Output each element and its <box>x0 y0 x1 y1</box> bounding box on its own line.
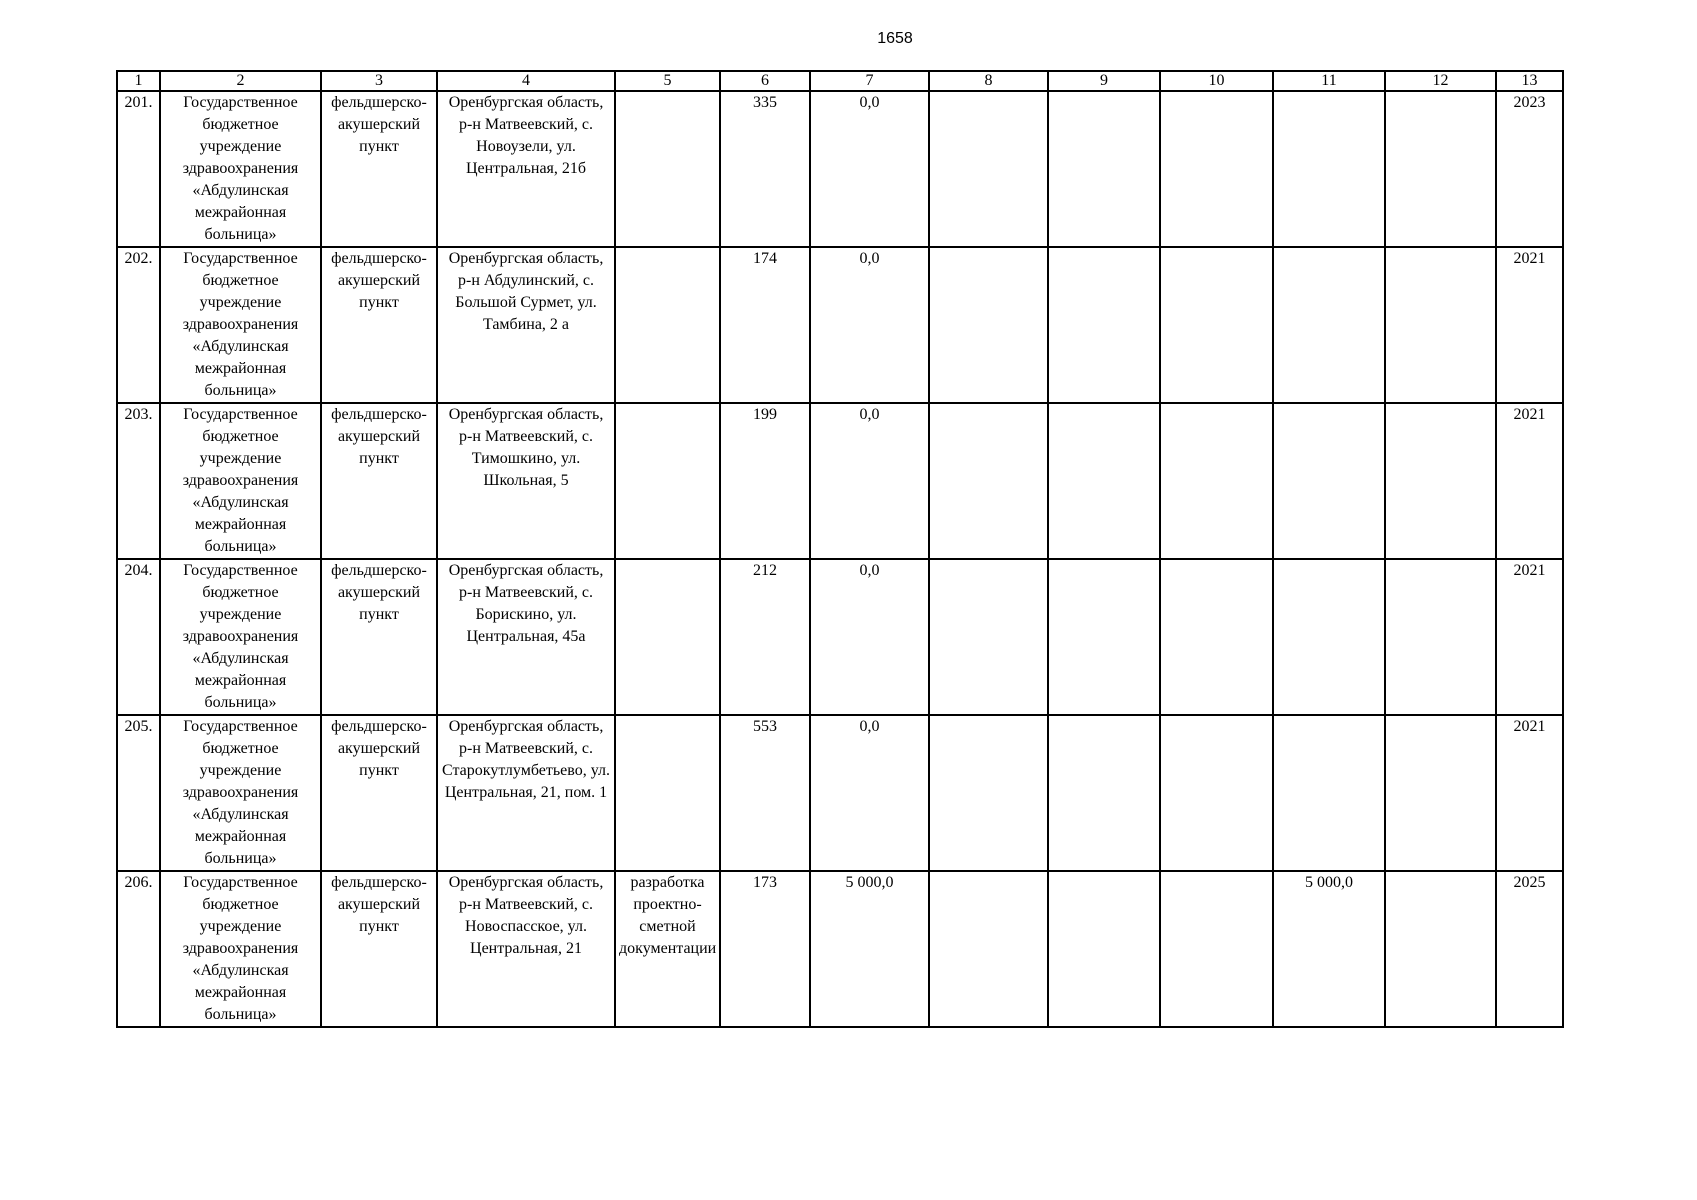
address-cell: Оренбургская область, р-н Матвеевский, с. Тимошкино, ул. Школьная, 5 <box>437 403 615 559</box>
institution-cell: Государственное бюджетное учреждение здравоохранения «Абдулинская межрайонная больница» <box>160 715 321 871</box>
value-cell-9 <box>1048 403 1160 559</box>
value-cell-7: 0,0 <box>810 247 929 403</box>
value-cell-12 <box>1385 247 1496 403</box>
column-header: 7 <box>810 71 929 91</box>
value-cell-9 <box>1048 247 1160 403</box>
value-cell-11 <box>1273 91 1385 247</box>
value-cell-9 <box>1048 559 1160 715</box>
column-header: 10 <box>1160 71 1273 91</box>
value-cell-7: 0,0 <box>810 403 929 559</box>
value-cell-12 <box>1385 871 1496 1027</box>
year-cell: 2021 <box>1496 403 1563 559</box>
column-header: 5 <box>615 71 720 91</box>
value-cell-8 <box>929 403 1048 559</box>
facility-type-cell: фельдшерско-акушерский пункт <box>321 91 437 247</box>
column-header: 8 <box>929 71 1048 91</box>
value-cell-7: 0,0 <box>810 559 929 715</box>
value-cell-8 <box>929 247 1048 403</box>
facility-type-cell: фельдшерско-акушерский пункт <box>321 559 437 715</box>
value-cell-6: 173 <box>720 871 810 1027</box>
facility-type-cell: фельдшерско-акушерский пункт <box>321 247 437 403</box>
table-row <box>117 247 1563 403</box>
work-type-cell <box>615 247 720 403</box>
work-type-cell <box>615 559 720 715</box>
value-cell-6: 553 <box>720 715 810 871</box>
facility-type-cell: фельдшерско-акушерский пункт <box>321 403 437 559</box>
header-row <box>117 71 1563 91</box>
year-cell: 2021 <box>1496 715 1563 871</box>
value-cell-9 <box>1048 715 1160 871</box>
value-cell-10 <box>1160 91 1273 247</box>
facility-type-cell: фельдшерско-акушерский пункт <box>321 715 437 871</box>
year-cell: 2021 <box>1496 559 1563 715</box>
value-cell-10 <box>1160 247 1273 403</box>
column-header: 12 <box>1385 71 1496 91</box>
value-cell-7: 0,0 <box>810 91 929 247</box>
row-number: 201. <box>117 91 160 247</box>
institution-cell: Государственное бюджетное учреждение здравоохранения «Абдулинская межрайонная больница» <box>160 247 321 403</box>
data-table <box>116 70 1564 1028</box>
table-row <box>117 559 1563 715</box>
institution-cell: Государственное бюджетное учреждение здравоохранения «Абдулинская межрайонная больница» <box>160 871 321 1027</box>
value-cell-11 <box>1273 403 1385 559</box>
year-cell: 2021 <box>1496 247 1563 403</box>
row-number: 203. <box>117 403 160 559</box>
table-row <box>117 91 1563 247</box>
value-cell-9 <box>1048 91 1160 247</box>
value-cell-8 <box>929 715 1048 871</box>
address-cell: Оренбургская область, р-н Матвеевский, с. Старокутлумбетьево, ул. Центральная, 21, пом. 1 <box>437 715 615 871</box>
column-header: 13 <box>1496 71 1563 91</box>
value-cell-12 <box>1385 91 1496 247</box>
row-number: 202. <box>117 247 160 403</box>
column-header: 2 <box>160 71 321 91</box>
column-header: 6 <box>720 71 810 91</box>
value-cell-6: 335 <box>720 91 810 247</box>
row-number: 205. <box>117 715 160 871</box>
value-cell-7: 5 000,0 <box>810 871 929 1027</box>
page-number: 1658 <box>877 30 913 47</box>
address-cell: Оренбургская область, р-н Абдулинский, с. Большой Сурмет, ул. Тамбина, 2 а <box>437 247 615 403</box>
value-cell-6: 174 <box>720 247 810 403</box>
column-header: 9 <box>1048 71 1160 91</box>
work-type-cell <box>615 715 720 871</box>
value-cell-11 <box>1273 715 1385 871</box>
table-row <box>117 715 1563 871</box>
value-cell-8 <box>929 91 1048 247</box>
address-cell: Оренбургская область, р-н Матвеевский, с. Новоспасское, ул. Центральная, 21 <box>437 871 615 1027</box>
address-cell: Оренбургская область, р-н Матвеевский, с. Борискино, ул. Центральная, 45а <box>437 559 615 715</box>
column-header: 1 <box>117 71 160 91</box>
row-number: 206. <box>117 871 160 1027</box>
column-header: 11 <box>1273 71 1385 91</box>
year-cell: 2023 <box>1496 91 1563 247</box>
value-cell-11 <box>1273 247 1385 403</box>
institution-cell: Государственное бюджетное учреждение здравоохранения «Абдулинская межрайонная больница» <box>160 403 321 559</box>
value-cell-6: 199 <box>720 403 810 559</box>
work-type-cell <box>615 403 720 559</box>
value-cell-8 <box>929 871 1048 1027</box>
column-header: 4 <box>437 71 615 91</box>
institution-cell: Государственное бюджетное учреждение здравоохранения «Абдулинская межрайонная больница» <box>160 91 321 247</box>
value-cell-9 <box>1048 871 1160 1027</box>
value-cell-10 <box>1160 715 1273 871</box>
table-row <box>117 403 1563 559</box>
column-header: 3 <box>321 71 437 91</box>
work-type-cell: разработка проектно-сметной документации <box>615 871 720 1027</box>
value-cell-10 <box>1160 559 1273 715</box>
value-cell-12 <box>1385 715 1496 871</box>
value-cell-8 <box>929 559 1048 715</box>
institution-cell: Государственное бюджетное учреждение здравоохранения «Абдулинская межрайонная больница» <box>160 559 321 715</box>
address-cell: Оренбургская область, р-н Матвеевский, с. Новоузели, ул. Центральная, 21б <box>437 91 615 247</box>
facility-type-cell: фельдшерско-акушерский пункт <box>321 871 437 1027</box>
value-cell-10 <box>1160 871 1273 1027</box>
value-cell-12 <box>1385 559 1496 715</box>
value-cell-11 <box>1273 559 1385 715</box>
table-body <box>117 71 1563 1027</box>
work-type-cell <box>615 91 720 247</box>
value-cell-7: 0,0 <box>810 715 929 871</box>
value-cell-6: 212 <box>720 559 810 715</box>
value-cell-12 <box>1385 403 1496 559</box>
table-row <box>117 871 1563 1027</box>
value-cell-11: 5 000,0 <box>1273 871 1385 1027</box>
value-cell-10 <box>1160 403 1273 559</box>
row-number: 204. <box>117 559 160 715</box>
year-cell: 2025 <box>1496 871 1563 1027</box>
